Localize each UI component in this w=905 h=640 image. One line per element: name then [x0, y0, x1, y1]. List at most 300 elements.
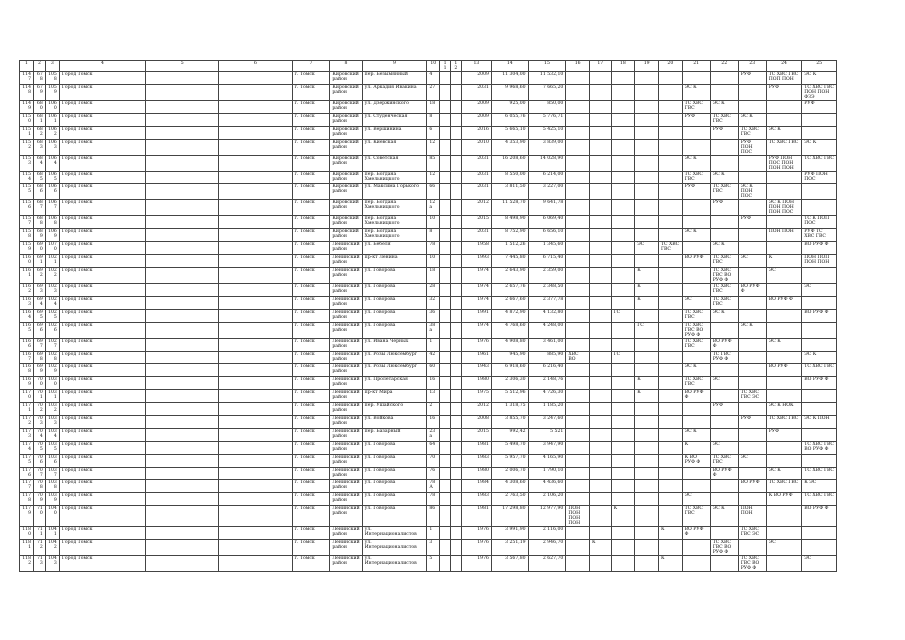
- table-cell: [451, 184, 462, 200]
- table-cell: [440, 493, 451, 506]
- table-cell: г. Томск: [292, 527, 330, 540]
- table-cell: ул. Говорова: [362, 493, 427, 506]
- table-cell: ТС ХВС ГВС: [802, 493, 837, 506]
- table-cell: 687: [34, 200, 46, 216]
- table-cell: Ленинский район: [330, 284, 362, 297]
- table-cell: [611, 480, 635, 493]
- table-cell: ТС ХВС ГВС: [802, 364, 837, 377]
- table-cell: [451, 155, 462, 171]
- table-cell: 698: [34, 351, 46, 364]
- table-cell: Ленинский район: [330, 322, 362, 338]
- table-cell: 709: [34, 493, 46, 506]
- table-cell: пер. Базарный: [362, 428, 427, 441]
- table-row: [20, 467, 837, 480]
- table-cell: [710, 416, 738, 429]
- table-cell: [611, 390, 635, 403]
- table-cell: 1991: [461, 309, 491, 322]
- table-cell: 1175: [20, 454, 34, 467]
- table-cell: [635, 506, 659, 527]
- table-cell: ТС ХВС ГВС: [766, 480, 802, 493]
- table-cell: [611, 255, 635, 268]
- table-cell: ЭС К: [766, 126, 802, 139]
- table-row: [20, 416, 837, 429]
- table-cell: 6 656,10: [528, 229, 566, 242]
- table-cell: ул. Говорова: [362, 322, 427, 338]
- table-cell: [611, 72, 635, 85]
- table-cell: 1036: [45, 454, 59, 467]
- table-cell: [766, 216, 802, 229]
- table-cell: [635, 467, 659, 480]
- table-cell: [566, 155, 590, 171]
- table-cell: ТС ХВС ГВС: [766, 416, 802, 429]
- table-cell: [219, 364, 292, 377]
- table-cell: 1061: [45, 113, 59, 126]
- table-cell: Кировский район: [330, 113, 362, 126]
- table-cell: 1166: [20, 338, 34, 351]
- table-cell: [590, 284, 612, 297]
- table-cell: [146, 403, 219, 416]
- table-cell: ВО РУФ Ф: [682, 527, 710, 540]
- table-cell: 9 641,78: [528, 200, 566, 216]
- table-cell: [635, 229, 659, 242]
- table-cell: 27: [427, 84, 440, 100]
- table-cell: Город Томск: [59, 113, 145, 126]
- table-cell: [451, 139, 462, 155]
- table-cell: [802, 540, 837, 556]
- table-cell: [566, 229, 590, 242]
- table-cell: Город Томск: [59, 200, 145, 216]
- table-cell: ВО РУФ Ф: [710, 338, 738, 351]
- table-cell: [590, 184, 612, 200]
- table-cell: ТС ХВС ГВС ВО РУФ Ф: [682, 322, 710, 338]
- table-cell: 2012: [461, 403, 491, 416]
- table-cell: Город Томск: [59, 309, 145, 322]
- table-cell: 1163: [20, 296, 34, 309]
- table-cell: [590, 126, 612, 139]
- table-cell: [658, 493, 682, 506]
- table-cell: ул. Интернационалистов: [362, 556, 427, 572]
- column-header: 16: [566, 61, 590, 72]
- table-cell: [440, 100, 451, 113]
- table-cell: [658, 155, 682, 171]
- table-cell: РУФ: [710, 126, 738, 139]
- table-cell: 1 512,26: [491, 242, 528, 255]
- table-cell: [682, 284, 710, 297]
- table-cell: [146, 364, 219, 377]
- table-cell: [440, 139, 451, 155]
- table-cell: Город Томск: [59, 506, 145, 527]
- table-cell: [440, 364, 451, 377]
- table-cell: 78А: [427, 480, 440, 493]
- table-cell: [658, 454, 682, 467]
- table-cell: 86: [427, 506, 440, 527]
- table-cell: [451, 556, 462, 572]
- table-cell: [635, 155, 659, 171]
- table-row: [20, 506, 837, 527]
- table-cell: 2031: [461, 171, 491, 184]
- table-cell: 42: [427, 351, 440, 364]
- table-cell: 5 776,71: [528, 113, 566, 126]
- table-cell: 4: [427, 72, 440, 85]
- table-row: [20, 454, 837, 467]
- column-header: 13: [461, 61, 491, 72]
- table-cell: [658, 351, 682, 364]
- table-row: [20, 72, 837, 85]
- table-row: [20, 428, 837, 441]
- table-cell: [635, 309, 659, 322]
- table-cell: [738, 351, 766, 364]
- table-cell: ул. Интернационалистов: [362, 540, 427, 556]
- table-cell: ул. Розы Люксембург: [362, 364, 427, 377]
- table-cell: [802, 296, 837, 309]
- table-cell: [451, 351, 462, 364]
- table-cell: [590, 72, 612, 85]
- table-cell: [658, 284, 682, 297]
- table-cell: 4 768,60: [491, 322, 528, 338]
- table-cell: 1024: [45, 296, 59, 309]
- table-cell: 2031: [461, 84, 491, 100]
- table-cell: Город Томск: [59, 229, 145, 242]
- table-cell: Город Томск: [59, 171, 145, 184]
- table-cell: [766, 527, 802, 540]
- table-cell: 1980: [461, 467, 491, 480]
- table-cell: Кировский район: [330, 184, 362, 200]
- table-cell: [590, 390, 612, 403]
- table-cell: [658, 390, 682, 403]
- table-cell: [146, 390, 219, 403]
- table-cell: [451, 364, 462, 377]
- table-cell: [566, 416, 590, 429]
- table-cell: [146, 255, 219, 268]
- table-cell: 1149: [20, 100, 34, 113]
- table-cell: 2031: [461, 229, 491, 242]
- table-cell: Город Томск: [59, 338, 145, 351]
- table-cell: [590, 480, 612, 493]
- table-cell: г. Томск: [292, 556, 330, 572]
- table-cell: [766, 506, 802, 527]
- table-cell: [451, 284, 462, 297]
- table-row: [20, 527, 837, 540]
- table-cell: ЭС К: [738, 113, 766, 126]
- table-cell: [658, 100, 682, 113]
- table-cell: [658, 200, 682, 216]
- table-cell: [566, 242, 590, 255]
- table-cell: [146, 338, 219, 351]
- table-cell: [766, 390, 802, 403]
- table-cell: [566, 84, 590, 100]
- table-cell: [738, 364, 766, 377]
- table-cell: 6 918,60: [491, 364, 528, 377]
- table-cell: Город Томск: [59, 428, 145, 441]
- table-cell: [146, 113, 219, 126]
- table-cell: [146, 351, 219, 364]
- table-cell: г. Томск: [292, 403, 330, 416]
- table-cell: [710, 390, 738, 403]
- table-cell: 2009: [461, 72, 491, 85]
- table-cell: [219, 184, 292, 200]
- table-cell: г. Томск: [292, 268, 330, 284]
- column-header: 24: [766, 61, 802, 72]
- table-cell: ЭС К: [710, 309, 738, 322]
- table-cell: 1148: [20, 84, 34, 100]
- table-cell: ТС ХВС ГВС ВО РУФ Ф: [710, 540, 738, 556]
- table-cell: ул. Киевская: [362, 139, 427, 155]
- table-cell: [440, 390, 451, 403]
- table-cell: 1151: [20, 126, 34, 139]
- table-cell: 2 148,76: [528, 377, 566, 390]
- table-cell: РУФ: [738, 216, 766, 229]
- table-cell: ул. Войкова: [362, 416, 427, 429]
- table-cell: [658, 377, 682, 390]
- table-cell: 700: [34, 377, 46, 390]
- table-cell: 60: [427, 364, 440, 377]
- table-cell: 1040: [45, 506, 59, 527]
- table-cell: Ленинский район: [330, 351, 362, 364]
- table-cell: 13: [427, 390, 440, 403]
- table-cell: 6 214,00: [528, 171, 566, 184]
- table-cell: пер. Безымянный: [362, 72, 427, 85]
- table-cell: [451, 242, 462, 255]
- table-cell: 1976: [461, 338, 491, 351]
- table-cell: ул. Розы Люксембург: [362, 351, 427, 364]
- table-cell: 690: [34, 242, 46, 255]
- table-cell: [611, 454, 635, 467]
- table-cell: 1033: [45, 416, 59, 429]
- table-cell: [590, 155, 612, 171]
- table-cell: [219, 200, 292, 216]
- table-cell: ул. Говорова: [362, 309, 427, 322]
- table-cell: [766, 242, 802, 255]
- table-cell: [451, 377, 462, 390]
- table-cell: ПОН ПОП ПОН ПОН: [802, 255, 837, 268]
- table-cell: Ленинский район: [330, 493, 362, 506]
- table-cell: [658, 84, 682, 100]
- table-cell: 1983: [461, 454, 491, 467]
- table-cell: ЭС: [802, 556, 837, 572]
- table-cell: ул. Интернационалистов: [362, 527, 427, 540]
- table-cell: [566, 216, 590, 229]
- table-cell: г. Томск: [292, 100, 330, 113]
- table-cell: 16: [427, 377, 440, 390]
- table-cell: г. Томск: [292, 229, 330, 242]
- table-cell: ЭС: [682, 493, 710, 506]
- table-cell: [146, 216, 219, 229]
- table-row: [20, 268, 837, 284]
- table-cell: [802, 113, 837, 126]
- table-cell: [710, 139, 738, 155]
- table-cell: [682, 126, 710, 139]
- column-header: 2: [34, 61, 46, 72]
- table-cell: 1021: [45, 255, 59, 268]
- table-cell: [451, 200, 462, 216]
- table-cell: [219, 441, 292, 454]
- table-cell: ВО РУФ Ф: [682, 390, 710, 403]
- table-cell: К: [658, 527, 682, 540]
- table-cell: [451, 126, 462, 139]
- table-cell: ТС ХВС ГВС ЭС: [738, 390, 766, 403]
- table-cell: ВО РУФ Ф: [802, 377, 837, 390]
- table-cell: пер. Богдана Хмельницкого: [362, 171, 427, 184]
- table-cell: [590, 506, 612, 527]
- table-cell: ЭС: [710, 441, 738, 454]
- table-cell: 681: [34, 113, 46, 126]
- table-cell: [710, 556, 738, 572]
- table-cell: [738, 493, 766, 506]
- table-cell: [219, 242, 292, 255]
- table-cell: [766, 171, 802, 184]
- table-cell: 6 069,40: [528, 216, 566, 229]
- table-row: [20, 338, 837, 351]
- table-cell: [635, 139, 659, 155]
- table-cell: [802, 390, 837, 403]
- table-cell: г. Томск: [292, 428, 330, 441]
- table-cell: Город Томск: [59, 255, 145, 268]
- table-cell: Ленинский район: [330, 428, 362, 441]
- table-cell: Кировский район: [330, 171, 362, 184]
- table-cell: [635, 527, 659, 540]
- table-cell: 18: [427, 268, 440, 284]
- table-cell: 9 968,60: [491, 84, 528, 100]
- table-cell: 1062: [45, 126, 59, 139]
- table-cell: [710, 72, 738, 85]
- table-cell: [566, 309, 590, 322]
- table-cell: 992,42: [491, 428, 528, 441]
- table-cell: РУФ: [738, 72, 766, 85]
- table-row: [20, 284, 837, 297]
- table-cell: Город Томск: [59, 155, 145, 171]
- table-cell: [635, 126, 659, 139]
- table-cell: [738, 403, 766, 416]
- table-cell: [219, 338, 292, 351]
- table-cell: Ленинский район: [330, 467, 362, 480]
- table-cell: [566, 390, 590, 403]
- table-cell: 12а: [427, 200, 440, 216]
- table-cell: ЭС: [766, 268, 802, 284]
- table-cell: ТС ХВС ГВС: [682, 100, 710, 113]
- table-cell: 678: [34, 72, 46, 85]
- table-cell: [766, 454, 802, 467]
- table-cell: 2 116,00: [528, 527, 566, 540]
- table-cell: [590, 441, 612, 454]
- table-cell: 1169: [20, 377, 34, 390]
- table-cell: 2009: [461, 113, 491, 126]
- table-row: [20, 296, 837, 309]
- table-cell: 8 498,90: [491, 216, 528, 229]
- table-cell: [658, 403, 682, 416]
- table-cell: [566, 527, 590, 540]
- column-header: 9: [362, 61, 427, 72]
- table-cell: Ленинский район: [330, 441, 362, 454]
- table-cell: ВО РУФ Ф: [802, 506, 837, 527]
- table-cell: ТС ХВС ГВС: [710, 184, 738, 200]
- table-row: [20, 480, 837, 493]
- table-cell: [682, 242, 710, 255]
- table-cell: [219, 403, 292, 416]
- table-cell: [611, 296, 635, 309]
- table-cell: 3 855,70: [491, 416, 528, 429]
- table-cell: Город Томск: [59, 284, 145, 297]
- table-cell: 703: [34, 416, 46, 429]
- table-cell: Ленинский район: [330, 268, 362, 284]
- table-cell: [440, 229, 451, 242]
- table-cell: [451, 229, 462, 242]
- table-cell: г. Томск: [292, 72, 330, 85]
- table-cell: [682, 216, 710, 229]
- table-cell: ул. Дзержинского: [362, 100, 427, 113]
- table-cell: 70: [427, 454, 440, 467]
- table-cell: [611, 242, 635, 255]
- column-header: 18: [611, 61, 635, 72]
- table-cell: [766, 184, 802, 200]
- table-cell: 1976: [461, 556, 491, 572]
- table-cell: 1023: [45, 284, 59, 297]
- table-cell: [682, 268, 710, 284]
- table-cell: 1060: [45, 100, 59, 113]
- table-cell: 685: [34, 171, 46, 184]
- table-cell: ЭС: [635, 242, 659, 255]
- table-cell: [219, 126, 292, 139]
- table-cell: 2 377,78: [528, 296, 566, 309]
- table-cell: [611, 441, 635, 454]
- table-cell: РУФ: [766, 84, 802, 100]
- table-cell: 4 165,90: [528, 454, 566, 467]
- table-cell: [635, 416, 659, 429]
- table-cell: [219, 72, 292, 85]
- table-cell: 2031: [461, 155, 491, 171]
- table-row: [20, 322, 837, 338]
- table-cell: 14 028,90: [528, 155, 566, 171]
- table-body: [20, 72, 837, 572]
- table-cell: 4 353,90: [491, 139, 528, 155]
- table-cell: г. Томск: [292, 184, 330, 200]
- column-header: 22: [710, 61, 738, 72]
- table-cell: [802, 268, 837, 284]
- table-cell: 2016: [461, 126, 491, 139]
- table-cell: 3 947,90: [528, 441, 566, 454]
- table-cell: 4 308,60: [491, 480, 528, 493]
- column-header: 6: [219, 61, 292, 72]
- column-header: 25: [802, 61, 837, 72]
- table-cell: [590, 229, 612, 242]
- table-cell: ул. Советская: [362, 155, 427, 171]
- table-cell: ТС ХВС ГВС: [682, 171, 710, 184]
- table-cell: 2 106,20: [528, 493, 566, 506]
- table-cell: ул. Говорова: [362, 480, 427, 493]
- table-cell: ул. Говорова: [362, 506, 427, 527]
- table-cell: [146, 200, 219, 216]
- table-cell: Кировский район: [330, 216, 362, 229]
- table-cell: 1157: [20, 216, 34, 229]
- table-cell: 1147: [20, 72, 34, 85]
- column-header: 11: [440, 61, 451, 72]
- table-cell: [611, 556, 635, 572]
- table-cell: [635, 454, 659, 467]
- table-cell: [611, 100, 635, 113]
- table-cell: 6 055,76: [491, 113, 528, 126]
- table-cell: 705: [34, 441, 46, 454]
- table-row: [20, 403, 837, 416]
- table-cell: [658, 139, 682, 155]
- table-cell: Ленинский район: [330, 390, 362, 403]
- column-header: 15: [528, 61, 566, 72]
- table-cell: [219, 506, 292, 527]
- table-cell: 18: [427, 100, 440, 113]
- table-cell: [611, 84, 635, 100]
- table-cell: 2008: [461, 416, 491, 429]
- table-cell: 4 248,00: [528, 322, 566, 338]
- table-cell: [146, 322, 219, 338]
- table-cell: 3 811,50: [491, 184, 528, 200]
